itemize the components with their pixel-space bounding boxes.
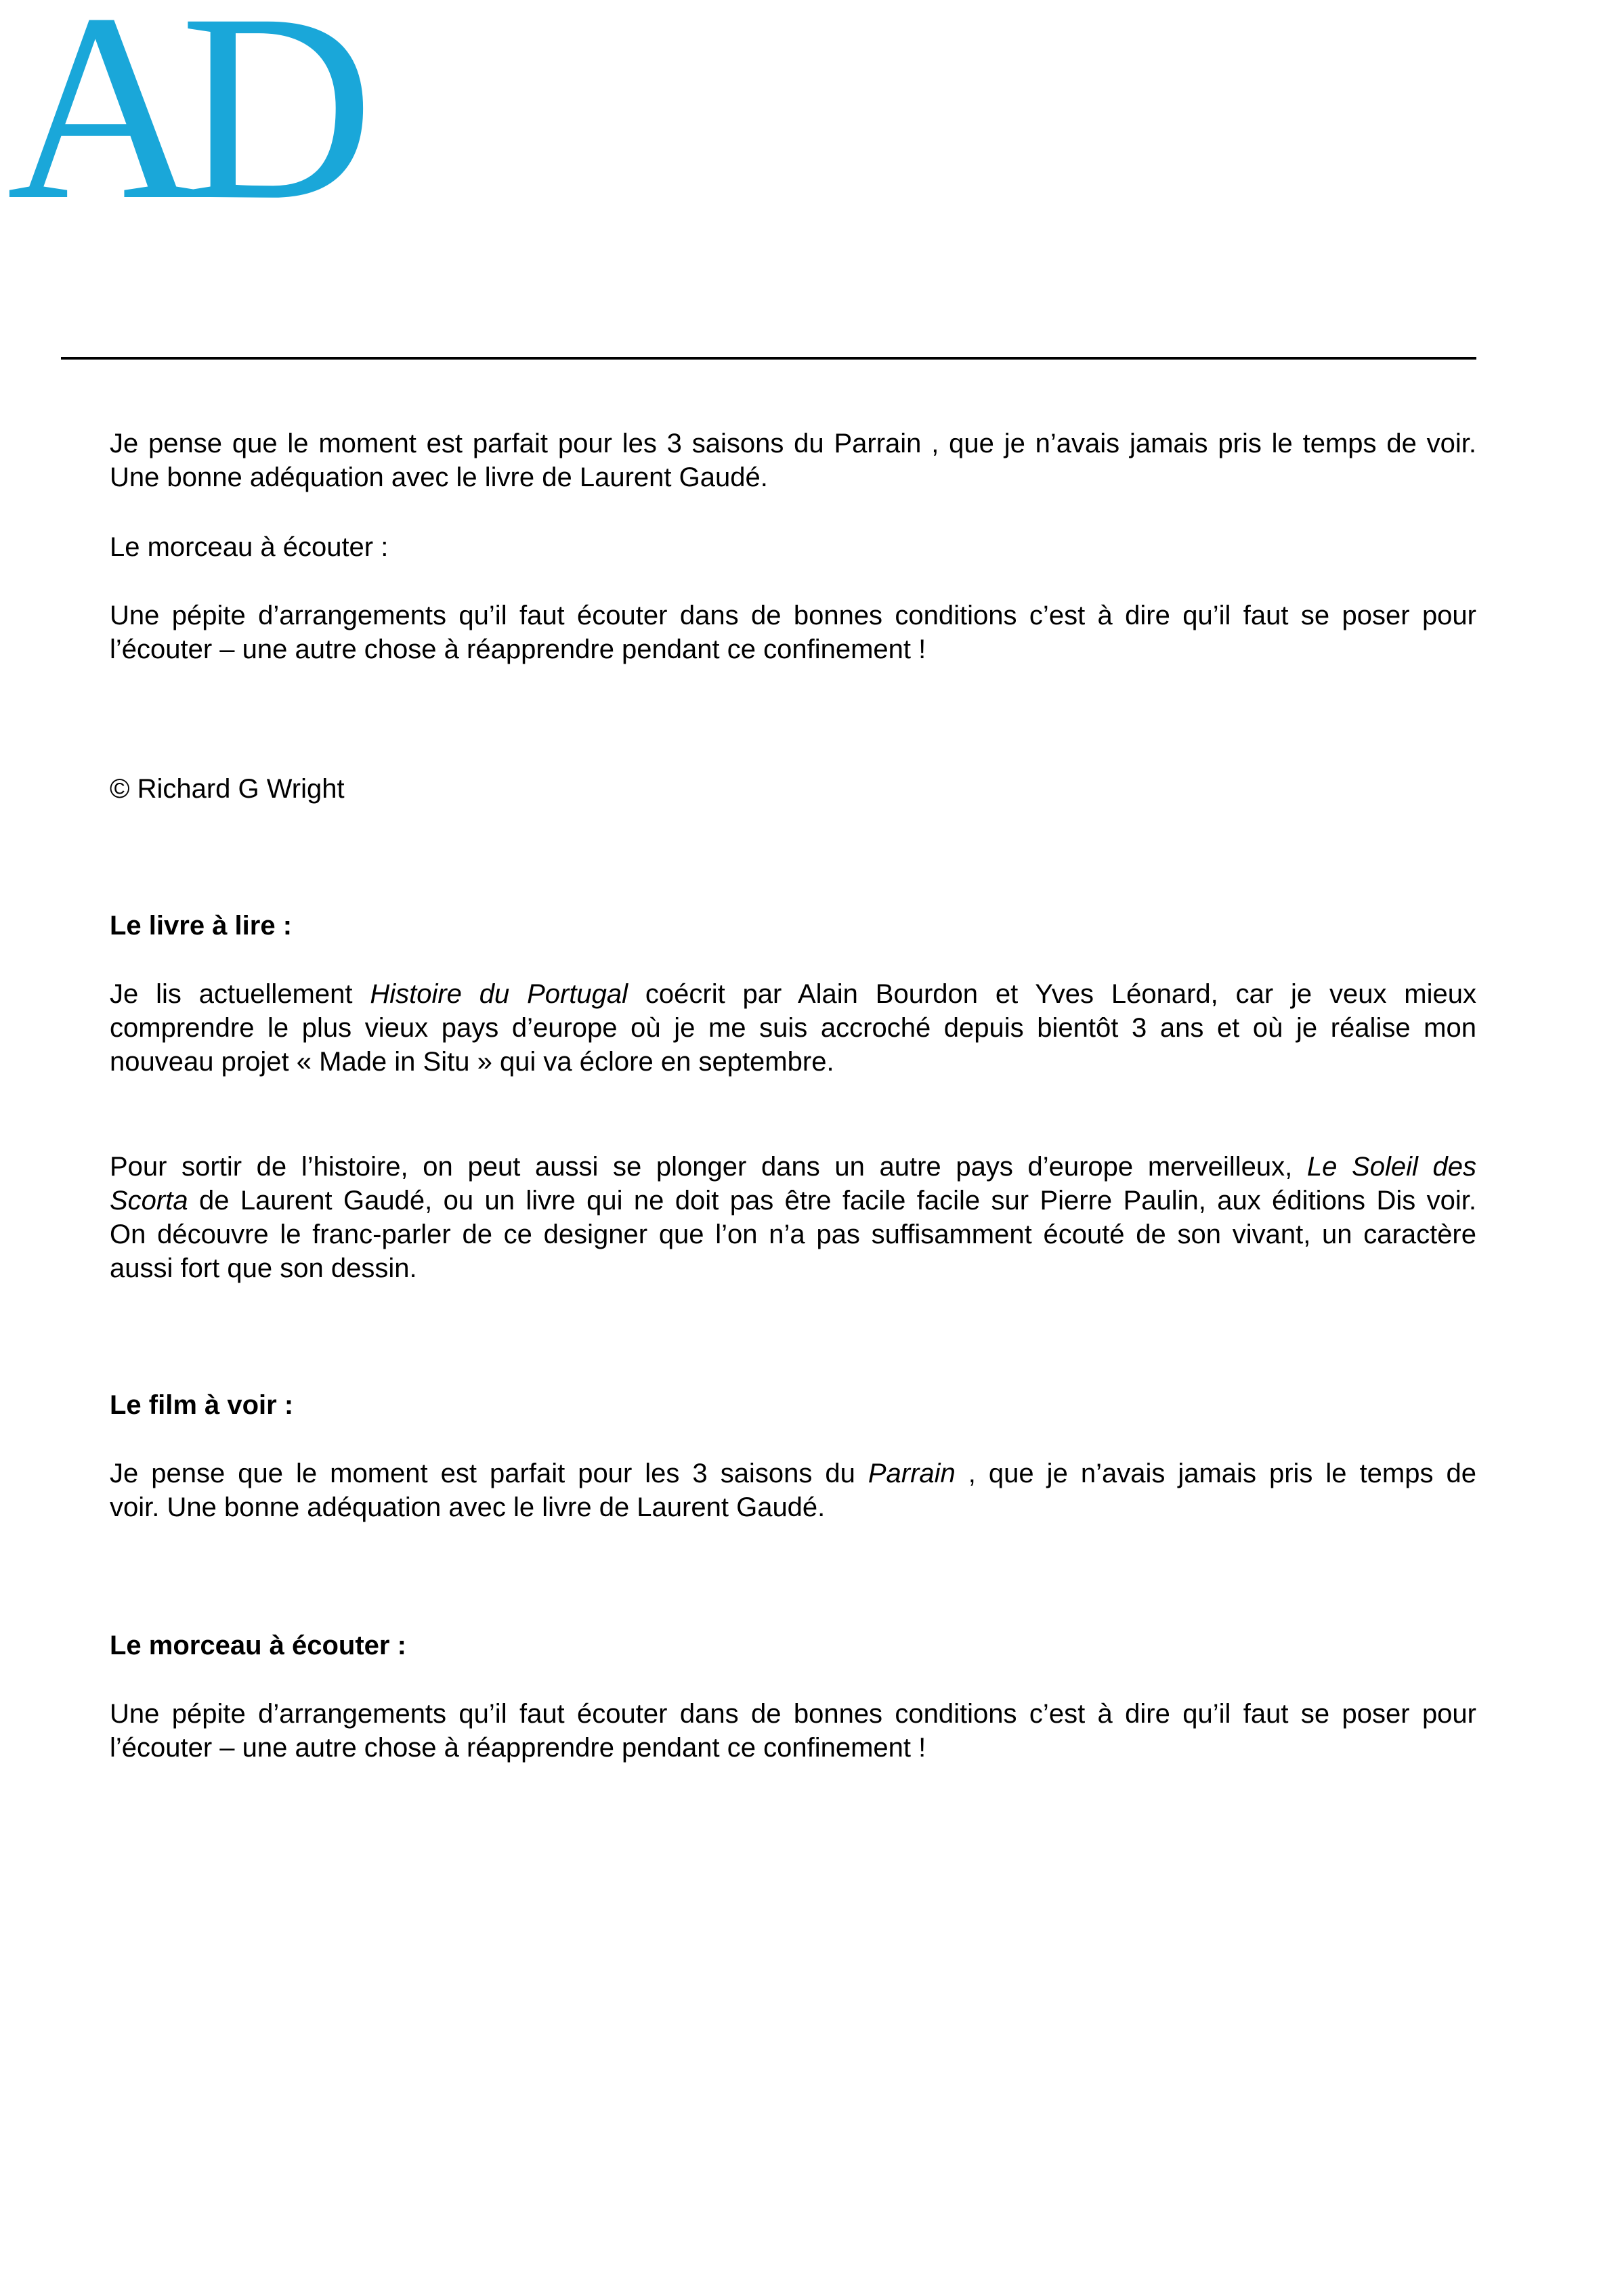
intro-paragraph-1 xyxy=(110,427,1476,494)
film-line: voir. Une bonne adéquation avec le livre de Laurent Gaudé. xyxy=(110,1492,826,1522)
book-title-soleil: Le Soleil des xyxy=(1306,1152,1476,1182)
intro-line: Je pense que le moment est parfait pour les 3 saisons du Parrain , que je n’avais jamais pris le temps de voir. xyxy=(110,429,1476,458)
book-line: comprendre le plus vieux pays d’europe où je me suis accroché depuis bientôt 3 ans et où je réalise mon xyxy=(110,1013,1476,1043)
music-line: Une pépite d’arrangements qu’il faut écouter dans de bonnes conditions c’est à dire qu’il faut se poser pour xyxy=(110,1699,1476,1729)
book-paragraph-1 xyxy=(110,977,1476,1079)
header-rule xyxy=(61,357,1476,360)
book-line: Pour sortir de l’histoire, on peut aussi se plonger dans un autre pays d’europe merveilleux, Le Soleil des xyxy=(110,1152,1476,1182)
intro-line: Une pépite d’arrangements qu’il faut écouter dans de bonnes conditions c’est à dire qu’il faut se poser pour xyxy=(110,601,1476,630)
film-paragraph-1 xyxy=(110,1457,1476,1524)
music-paragraph-1 xyxy=(110,1697,1476,1765)
book-title-scorta: Scorta xyxy=(110,1186,188,1216)
film-line: Je pense que le moment est parfait pour les 3 saisons du Parrain , que je n’avais jamais pris le temps de xyxy=(110,1459,1476,1488)
book-line: Scorta de Laurent Gaudé, ou un livre qui ne doit pas être facile facile sur Pierre Paulin, aux éditions Dis voir. xyxy=(110,1186,1476,1216)
film-title-parrain: Parrain xyxy=(868,1459,956,1488)
book-line: aussi fort que son dessin. xyxy=(110,1253,417,1283)
photo-credit: © Richard G Wright xyxy=(110,774,345,804)
intro-line: l’écouter – une autre chose à réapprendre pendant ce confinement ! xyxy=(110,634,926,664)
book-line: Je lis actuellement Histoire du Portugal coécrit par Alain Bourdon et Yves Léonard, car je veux mieux xyxy=(110,979,1476,1009)
intro-paragraph-2: Le morceau à écouter : xyxy=(110,532,389,562)
music-heading: Le morceau à écouter : xyxy=(110,1631,406,1660)
book-paragraph-2 xyxy=(110,1150,1476,1285)
music-line: l’écouter – une autre chose à réapprendre pendant ce confinement ! xyxy=(110,1733,926,1763)
intro-paragraph-3 xyxy=(110,599,1476,666)
film-heading: Le film à voir : xyxy=(110,1390,294,1420)
ad-logo-text: AD xyxy=(7,0,354,255)
book-line: On découvre le franc-parler de ce designer que l’on n’a pas suffisamment écouté de son vivant, un caractère xyxy=(110,1220,1476,1249)
book-title-histoire: Histoire du Portugal xyxy=(370,979,628,1009)
book-line: nouveau projet « Made in Situ » qui va éclore en septembre. xyxy=(110,1047,834,1077)
ad-logo xyxy=(7,0,354,255)
intro-line: Une bonne adéquation avec le livre de Laurent Gaudé. xyxy=(110,463,768,492)
book-heading: Le livre à lire : xyxy=(110,911,293,941)
